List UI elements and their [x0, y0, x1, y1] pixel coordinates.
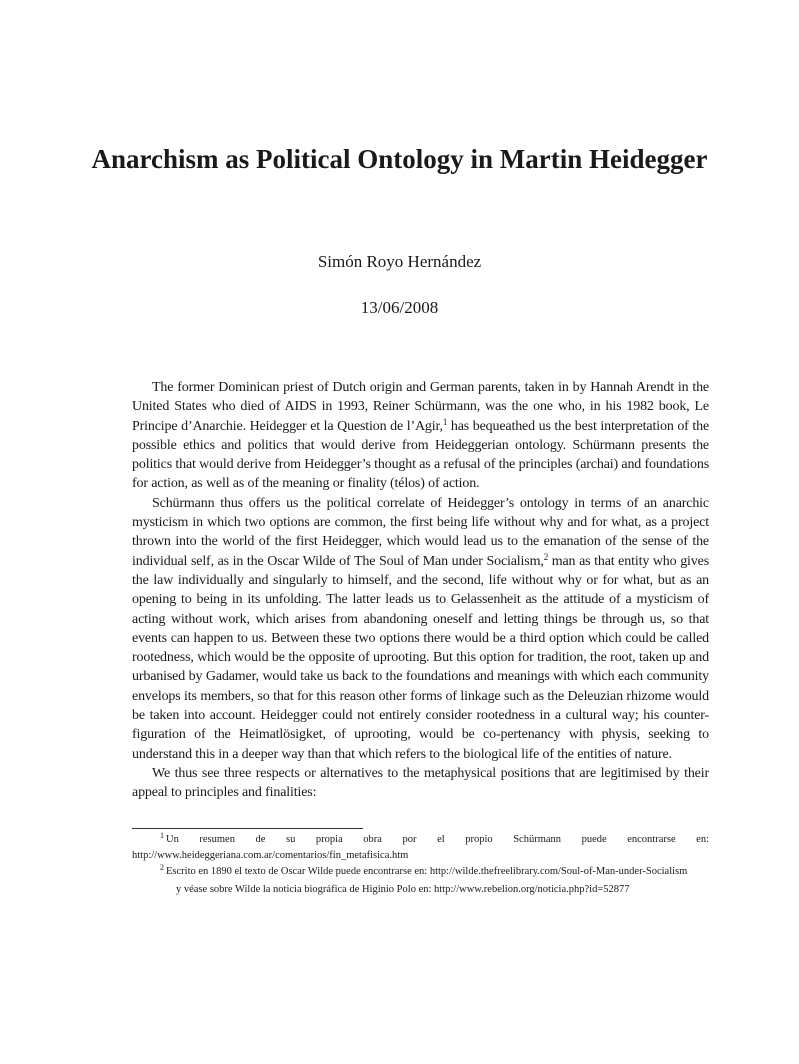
footnote-2-continuation: y véase sobre Wilde la noticia biográfica de Higinio Polo en: http://www.rebelion.org/noticia.php?id=52877 — [176, 884, 630, 895]
publication-date: 13/06/2008 — [360, 298, 439, 317]
paragraph-3: We thus see three respects or alternatives to the metaphysical positions that are legitimised by their appeal to principles and finalities: — [132, 765, 709, 801]
footnotes — [132, 832, 709, 898]
footnote-2-number: 2 — [160, 863, 164, 872]
footnote-separator — [132, 828, 363, 829]
paragraph-1-text-a: The former Dominican priest of Dutch origin and German parents, taken in by Hannah Arendt in the United States who died of AIDS in 1993, Reiner Schürmann, was the one who, in his 1982 book, Le Principe d’Anarchie. Heidegger et la Question de l’Agir, — [132, 380, 709, 434]
paragraph-2-text-b: man as that entity who gives the law individually and singularly to himself, and the second, life without why or for what, but as an opening to being in its unfolding. The latter leads us to Gelassenheit as the attitude of a mysticism of acting without work, which arises from abandoning oneself and letting things be through us, so that events can happen to us. Between these two options there would be a third option which could be called rootedness, which would be the opposite of uprooting. But this option for tradition, the root, taken up and urbanised by Gadamer, would take us back to the foundations and meanings with which each community envelops its members, so that for this reason other forms of linkage such as the Deleuzian rhizome would be taken into account. Heidegger could not entirely consider rootedness in a cultural way; his counter-figuration of the Heimatlösigket, of uprooting, would be co-pertenancy with physis, seeking to understand this in a deeper way than that which refers to the biological life of the entities of nature. — [132, 553, 709, 762]
footnote-1-number: 1 — [160, 831, 164, 840]
footnote-ref-1[interactable]: 1 — [442, 416, 448, 427]
body-text — [132, 378, 709, 803]
paragraph-1-text-b: has bequeathed us the best interpretation of the possible ethics and politics that would derive from Heideggerian ontology. Schürmann presents the politics that would derive from Heidegger’s thought as a refusal of the principles (archai) and foundations for action, as well as of the meaning or finality (télos) of action. — [132, 418, 710, 492]
footnote-2-text: Escrito en 1890 el texto de Oscar Wilde puede encontrarse en: http://wilde.thefreelibrary.com/Soul-of-Man-under-Socialism — [166, 866, 688, 877]
footnote-1-text: Un resumen de su propia obra por el propio Schürmann puede encontrarse en: http://www.heideggeriana.com.ar/comentarios/fin_metafisica.htm — [132, 834, 709, 861]
footnote-1 — [132, 832, 709, 864]
paragraph-1 — [132, 378, 709, 494]
paragraph-2-text-a: Schürmann thus offers us the political correlate of Heidegger’s ontology in terms of an anarchic mysticism in which two options are common, the first being life without why and for what, as a project thrown into the world of the first Heidegger, which would lead us to the emanation of the sense of the individual self, as in the Oscar Wilde of The Soul of Man under Socialism, — [132, 495, 709, 569]
paragraph-2 — [132, 494, 709, 764]
footnote-ref-2[interactable]: 2 — [543, 551, 549, 562]
paper-title: Anarchism as Political Ontology in Martin Heidegger — [91, 144, 708, 174]
footnote-2 — [132, 864, 709, 880]
author-name: Simón Royo Hernández — [317, 252, 482, 271]
